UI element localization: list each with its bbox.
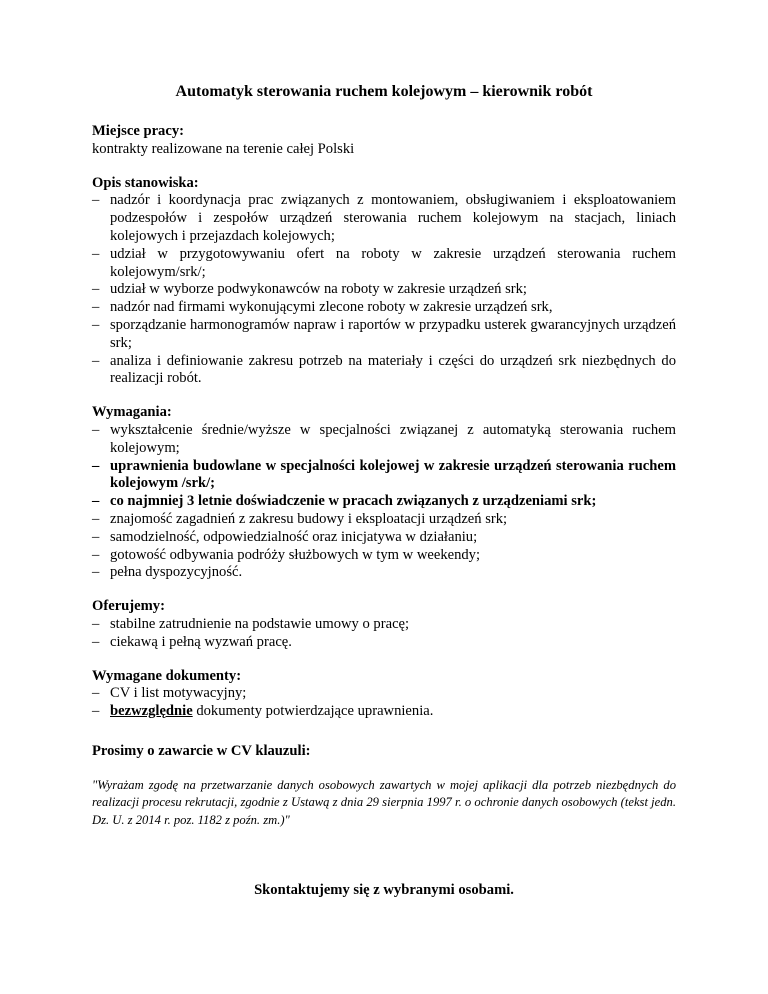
workplace-heading: Miejsce pracy: [92, 123, 184, 139]
workplace-text: kontrakty realizowane na terenie całej Polski [92, 140, 355, 157]
requirements-section [92, 404, 676, 582]
description-item: – sporządzanie harmonogramów napraw i raportów w przypadku usterek gwarancyjnych urządzeń srk; [92, 317, 676, 353]
document-item: – CV i list motywacyjny; [92, 685, 676, 703]
description-item: – nadzór i koordynacja prac związanych z montowaniem, obsługiwaniem i eksploatowaniem podzespołów i zespołów urządzeń sterowania ruchem kolejowym na stacjach, liniach kolejowych i przejazdach kolejowych; [92, 192, 676, 245]
requirements-heading: Wymagania: [92, 404, 172, 421]
requirement-item: – samodzielność, odpowiedzialność oraz inicjatywa w działaniu; [92, 529, 676, 547]
documents-list [92, 685, 676, 721]
description-heading: Opis stanowiska: [92, 174, 199, 191]
documents-heading: Wymagane dokumenty: [92, 667, 242, 684]
documents-section [92, 668, 676, 721]
document-item-text: dokumenty potwierdzające uprawnienia. [192, 703, 434, 720]
offer-item: – stabilne zatrudnienie na podstawie umowy o pracę; [92, 616, 676, 634]
requirement-item-emphasized: – uprawnienia budowlane w specjalności kolejowej w zakresie urządzeń sterowania ruchem kolejowym /srk/; [92, 458, 676, 494]
description-item: – nadzór nad firmami wykonującymi zlecone roboty w zakresie urządzeń srk, [92, 299, 676, 317]
description-item: – analiza i definiowanie zakresu potrzeb na materiały i części do urządzeń srk niezbędnych do realizacji robót. [92, 353, 676, 389]
closing-statement: Skontaktujemy się z wybranymi osobami. [254, 882, 514, 899]
requirement-item: – znajomość zagadnień z zakresu budowy i eksploatacji urządzeń srk; [92, 511, 676, 529]
offer-heading: Oferujemy: [92, 598, 165, 615]
offer-list [92, 616, 676, 652]
clause-text: "Wyrażam zgodę na przetwarzanie danych osobowych zawartych w mojej aplikacji dla potrzeb niezbędnych do realizacji procesu rekrutacji, zgodnie z Ustawą z dnia 29 sierpnia 1997 r. o ochronie danych osobowych (tekst jedn. Dz. U. z 2014 r. poz. 1182 z poźn. zm.)" [92, 777, 676, 827]
description-list [92, 192, 676, 388]
requirement-item: – pełna dyspozycyjność. [92, 564, 676, 582]
requirement-item-emphasized: – co najmniej 3 letnie doświadczenie w pracach związanych z urządzeniami srk; [92, 493, 676, 511]
description-section [92, 175, 676, 389]
offer-item: – ciekawą i pełną wyzwań pracę. [92, 634, 676, 652]
requirement-item: – wykształcenie średnie/wyższe w specjalności związanej z automatyką sterowania ruchem kolejowym; [92, 422, 676, 458]
document-title: Automatyk sterowania ruchem kolejowym – kierownik robót [175, 83, 593, 100]
document-item [92, 703, 676, 721]
requirement-item: – gotowość odbywania podróży służbowych w tym w weekendy; [92, 547, 676, 565]
description-item: – udział w wyborze podwykonawców na roboty w zakresie urządzeń srk; [92, 281, 676, 299]
offer-section [92, 598, 676, 651]
emphasis-text: bezwzględnie [110, 703, 193, 720]
clause-heading: Prosimy o zawarcie w CV klauzuli: [92, 742, 311, 759]
description-item: – udział w przygotowywaniu ofert na roboty w zakresie urządzeń sterowania ruchem kolejowym/srk/; [92, 246, 676, 282]
requirements-list [92, 422, 676, 582]
workplace-section [92, 123, 676, 159]
